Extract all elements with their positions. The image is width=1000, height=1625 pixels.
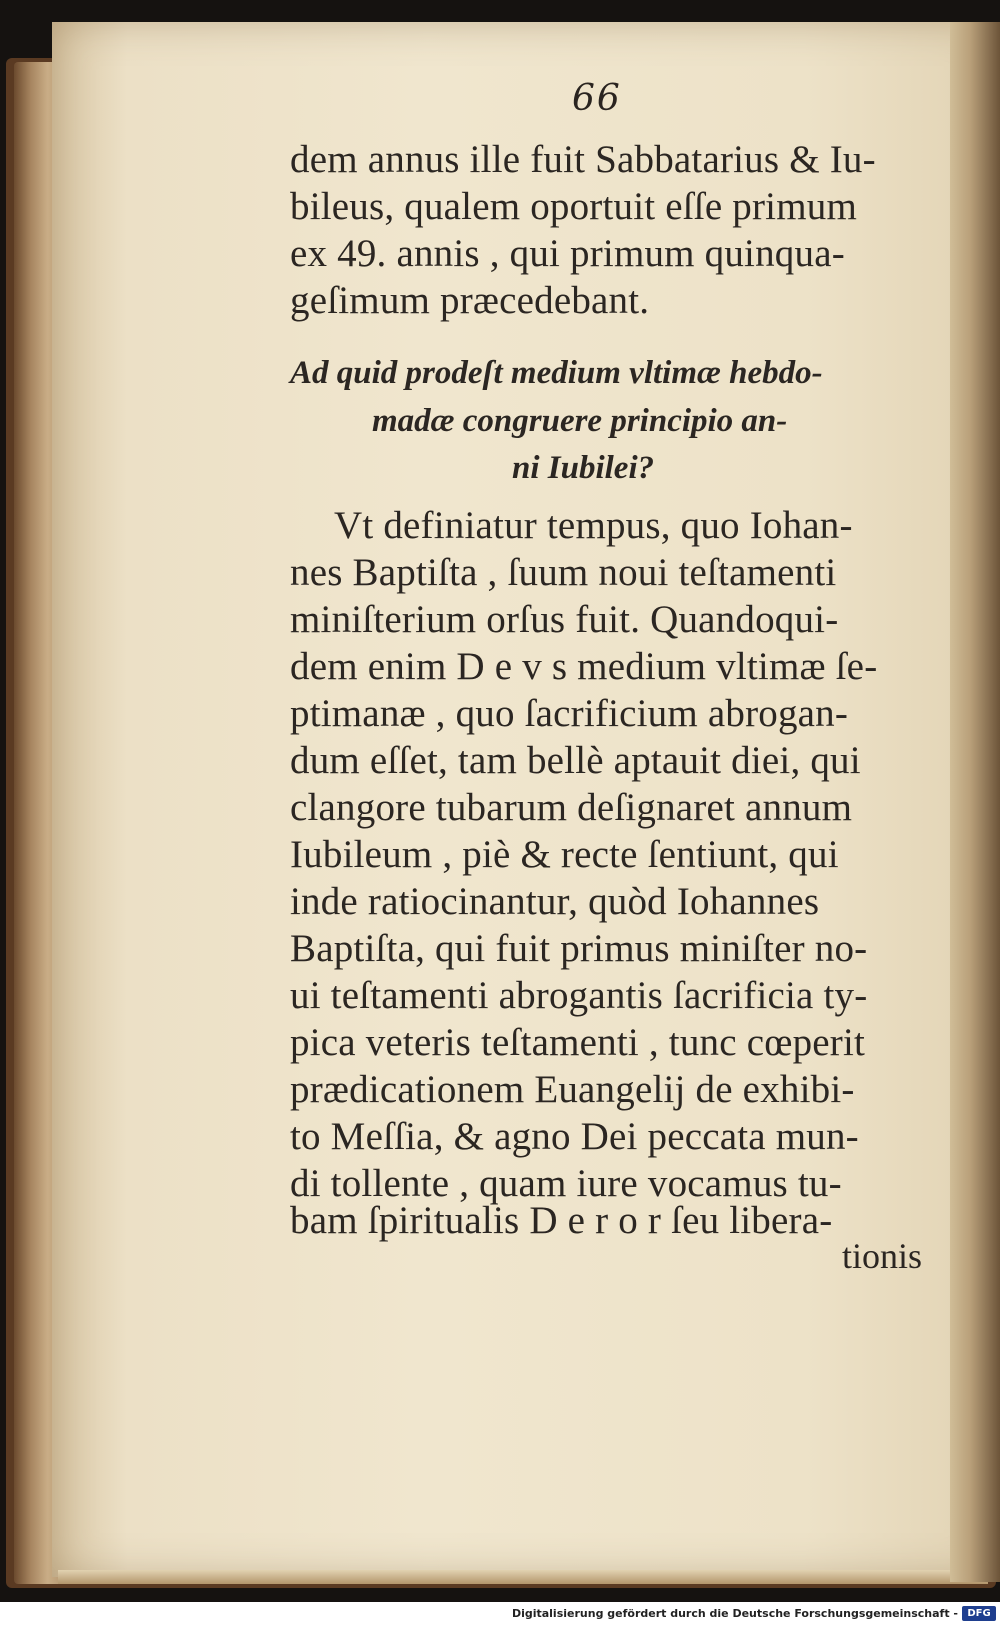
footer-bar	[0, 1604, 1000, 1625]
text-line: pica veteris teſtamenti , tunc cœperit	[290, 1021, 866, 1064]
text-line: di tollente , quam iure vocamus tu-	[290, 1162, 842, 1205]
dfg-logo: DFG	[962, 1606, 996, 1621]
text-line: dum eſſet, tam bellè aptauit diei, qui	[290, 739, 861, 782]
text-line: bam ſpiritualis D e r o r ſeu libera-	[290, 1199, 833, 1242]
funding-credit: Digitalisierung gefördert durch die Deutsche Forschungsgemeinschaft -	[511, 1607, 958, 1620]
text-line: bileus, qualem oportuit eſſe primum	[290, 185, 857, 228]
catchword: tionis	[841, 1236, 922, 1276]
page-bottom-edge	[58, 1570, 988, 1584]
text-line: dem enim D e v s medium vltimæ ſe-	[290, 645, 878, 688]
section-heading-line: Ad quid prodeſt medium vltimæ hebdo-	[290, 355, 823, 391]
text-line: clangore tubarum deſignaret annum	[290, 786, 853, 829]
text-line: geſimum præcedebant.	[290, 279, 650, 322]
text-line: ex 49. annis , qui primum quinqua-	[290, 232, 845, 275]
section-heading-line: madæ congruere principio an-	[372, 403, 788, 439]
section-heading-line: ni Iubilei?	[512, 450, 655, 486]
text-line: to Meſſia, & agno Dei peccata mun-	[290, 1115, 859, 1158]
text-line: prædicationem Euangelij de exhibi-	[290, 1068, 855, 1111]
text-line: dem annus ille fuit Sabbatarius & Iu-	[290, 138, 876, 181]
book-gutter	[950, 22, 1000, 1582]
text-line: ui teſtamenti abrogantis ſacrificia ty-	[290, 974, 868, 1017]
text-line: Baptiſta, qui fuit primus miniſter no-	[290, 927, 868, 970]
text-line: miniſterium orſus fuit. Quandoqui-	[290, 598, 839, 641]
text-line: nes Baptiſta , ſuum noui teſtamenti	[290, 551, 837, 594]
text-line: inde ratiocinantur, quòd Iohannes	[290, 880, 820, 923]
page-number: 66	[572, 78, 622, 119]
text-line: ptimanæ , quo ſacrificium abrogan-	[290, 692, 849, 735]
text-line: Iubileum , piè & recte ſentiunt, qui	[290, 833, 839, 876]
text-line: Vt definiatur tempus, quo Iohan-	[334, 504, 853, 547]
